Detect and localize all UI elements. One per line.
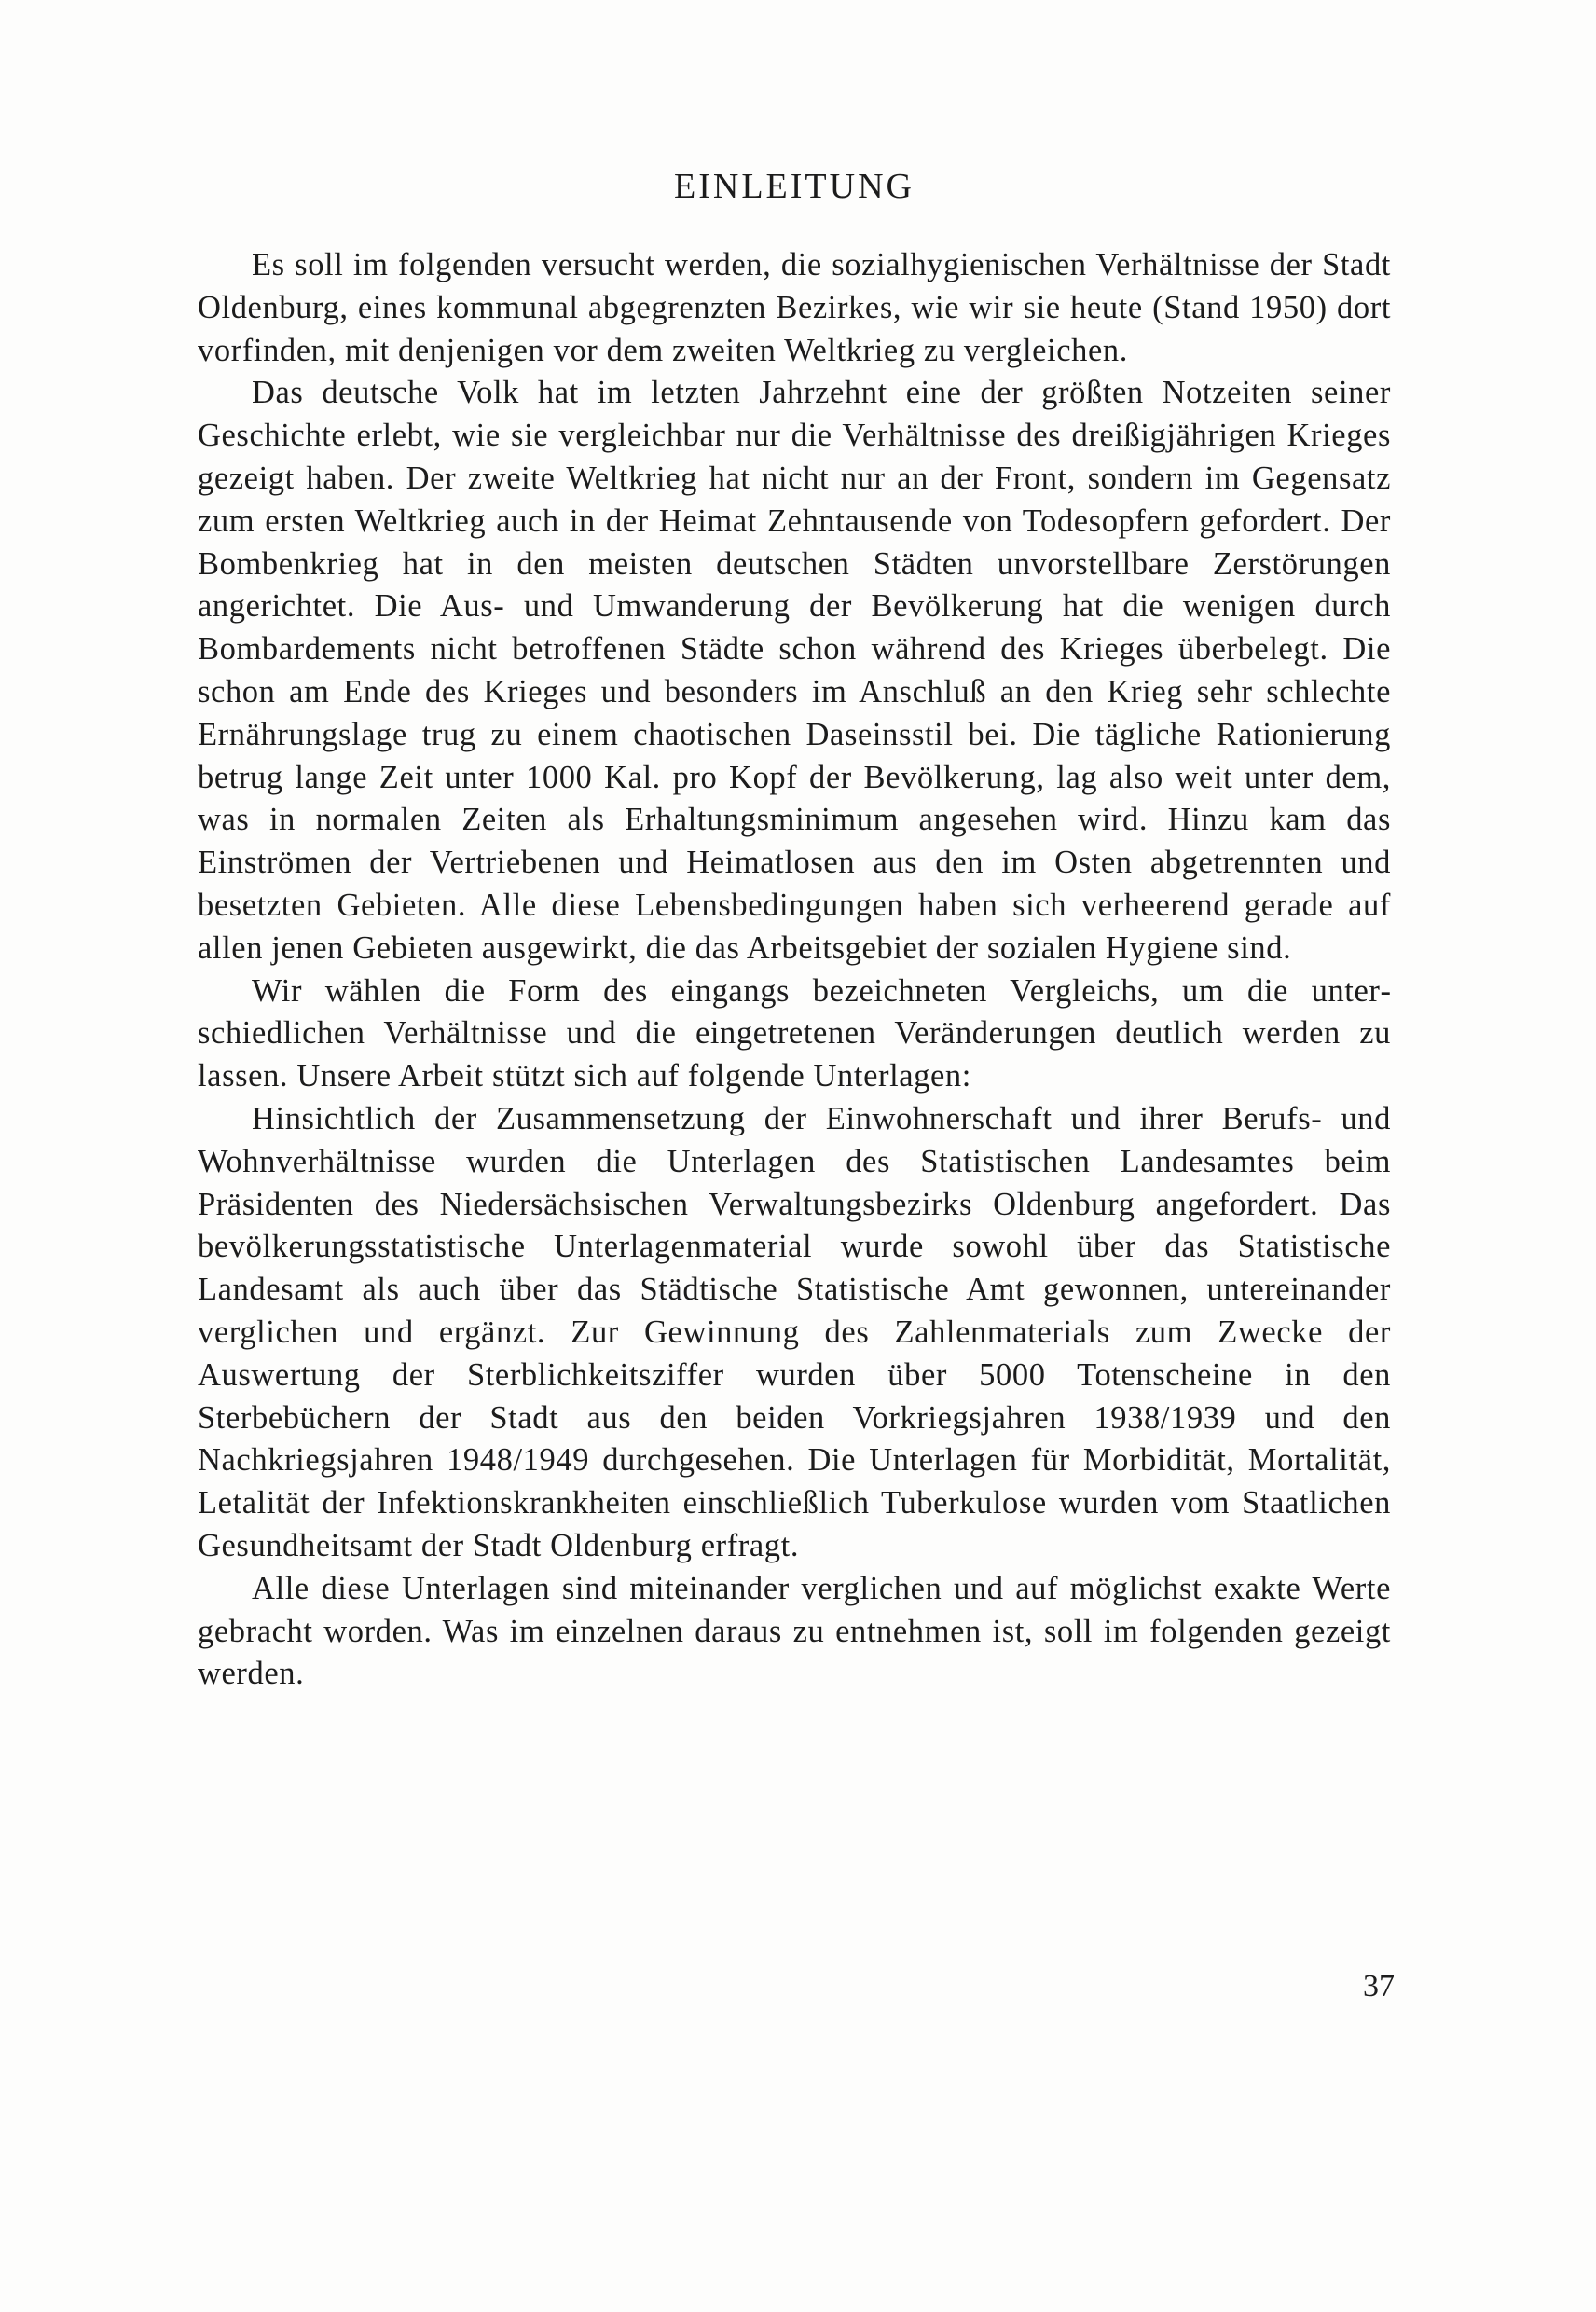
paragraph-1: Es soll im folgenden versucht werden, die sozialhygienischen Verhältnisse der Stadt Oldenburg, eines kommunal abgegrenzten Bezirkes, wie wir sie heute (Stand 1950) dort vorfinden, mit denjenigen vor dem zweiten Weltkrieg zu vergleichen.: [198, 247, 1391, 368]
paragraph-3: Wir wählen die Form des eingangs bezeichneten Vergleichs, um die unterschiedlichen Verhältnisse und die eingetretenen Veränderungen deutlich werden zu lassen. Unsere Arbeit stützt sich auf folgende Unterlagen:: [198, 972, 1391, 1094]
chapter-heading: EINLEITUNG: [674, 167, 915, 206]
paragraph-5: Alle diese Unterlagen sind miteinander verglichen und auf möglichst exakte Werte gebracht worden. Was im einzelnen daraus zu entnehmen ist, soll im folgenden gezeigt werden.: [198, 1570, 1391, 1692]
paragraph-2: Das deutsche Volk hat im letzten Jahrzehnt eine der größten Notzeiten seiner Geschichte erlebt, wie sie vergleichbar nur die Verhältnisse des dreißigjährigen Krieges gezeigt haben. Der zweite Weltkrieg hat nicht nur an der Front, sondern im Gegensatz zum ersten Weltkrieg auch in der Heimat Zehntausende von Todesopfern gefordert. Der Bombenkrieg hat in den meisten deutschen Städten unvorstellbare Zerstörungen angerichtet. Die Aus- und Umwanderung der Bevölkerung hat die wenigen durch Bombardements nicht betroffenen Städte schon während des Krieges überbelegt. Die schon am Ende des Krieges und besonders im Anschluß an den Krieg sehr schlechte Ernährungslage trug zu einem chaotischen Daseinsstil bei. Die tägliche Rationierung betrug lange Zeit unter 1000 Kal. pro Kopf der Bevölkerung, lag also weit unter dem, was in normalen Zeiten als Erhaltungsminimum angesehen wird. Hinzu kam das Einströmen der Vertriebenen und Heimatlosen aus den im Osten abgetrennten und besetzten Gebieten. Alle diese Lebensbedingungen haben sich verheerend gerade auf allen jenen Gebieten ausgewirkt, die das Arbeitsgebiet der sozialen Hygiene sind.: [198, 375, 1391, 966]
body-text: [198, 244, 1391, 1696]
paragraph-4: Hinsichtlich der Zusammensetzung der Einwohnerschaft und ihrer Berufs- und Wohnverhältnisse wurden die Unterlagen des Statistischen Landesamtes beim Präsidenten des Niedersächsischen Verwaltungsbezirks Oldenburg angefordert. Das bevölkerungsstatistische Unterlagenmaterial wurde sowohl über das Statistische Landesamt als auch über das Städtische Statistische Amt gewonnen, untereinander verglichen und ergänzt. Zur Gewinnung des Zahlenmaterials zum Zwecke der Auswertung der Sterblichkeitsziffer wurden über 5000 Totenscheine in den Sterbebüchern der Stadt aus den beiden Vorkriegsjahren 1938/1939 und den Nachkriegsjahren 1948/1949 durchgesehen. Die Unterlagen für Morbidität, Mortalität, Letalität der Infektionskrankheiten einschließlich Tuberkulose wurden vom Staatlichen Gesundheitsamt der Stadt Oldenburg erfragt.: [198, 1100, 1391, 1563]
page-number: 37: [1363, 1969, 1395, 2003]
